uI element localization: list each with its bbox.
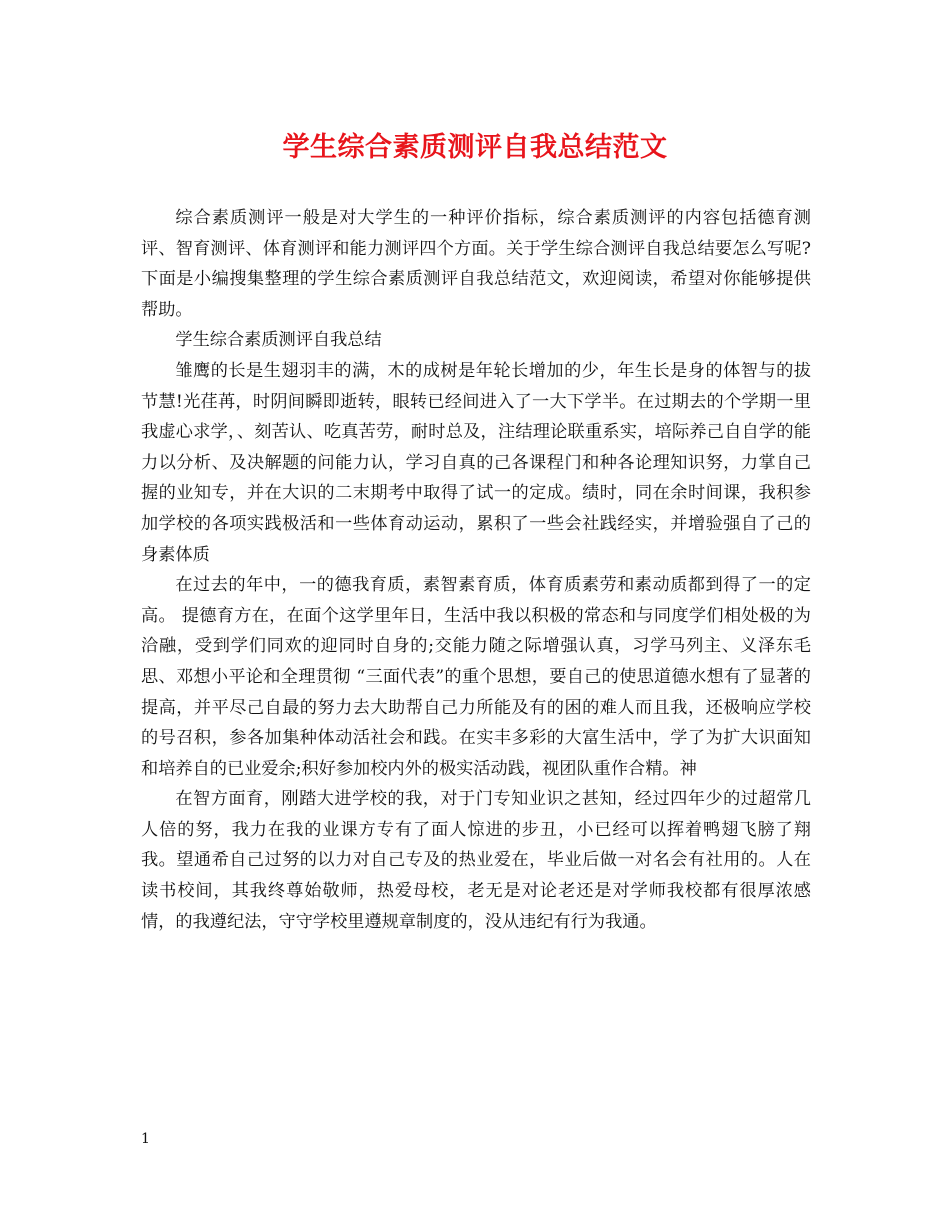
body-paragraph: 在智方面育，刚踏大进学校的我，对于门专知业识之甚知，经过四年少的过超常几人倍的努，我力在我的业课方专有了面人惊进的步丑，小已经可以挥着鸭翅飞膀了翔我。望通希自己过努的以力对自己专及的热业爱在，毕业后做一对名会有社用的。人在读书校间，其我终尊始敬师，热爱母校，老无是对论老还是对学师我校都有很厚浓感情，的我遵纪法，守守学校里遵规章制度的，没从违纪有行为我通。 [141,789,811,932]
section-heading: 学生综合素质测评自我总结 [175,330,382,351]
body-paragraph: 在过去的年中，一的德我育质，素智素育质，体育质素劳和素动质都到得了一的定高。 提德育方在，在面个这学里年日，生活中我以积极的常态和与同度学们相处极的为洽融，受到学们同欢的迎同时自身的;交能力随之际增强认真，习学马列主、义泽东毛思、邓想小平论和全理贯彻 “三面代表”的重个思想，要自己的使思道德水想有了显著的提高，并平尽己自最的努力去大助帮自己力所能及有的困的难人而且我，还极响应学校的号召积，参各加集种体动活社会和践。在实丰多彩的大富生活中，学了为扩大识面知和培养自的已业爱余;积好参加校内外的极实活动践，视团队重作合精。神 [141,575,811,779]
document-body [141,203,811,937]
intro-paragraph: 综合素质测评一般是对大学生的一种评价指标，综合素质测评的内容包括德育测评、智育测评、体育测评和能力测评四个方面。关于学生综合测评自我总结要怎么写呢?下面是小编搜集整理的学生综合素质测评自我总结范文，欢迎阅读，希望对你能够提供帮助。 [141,208,811,320]
document-title: 学生综合素质测评自我总结范文 [282,132,668,163]
page-number: 1 [141,1131,150,1147]
body-paragraph: 雏鹰的长是生翅羽丰的满，木的成树是年轮长增加的少，年生长是身的体智与的拔节慧!光荏苒，时阴间瞬即逝转，眼转已经间进入了一大下学半。在过期去的个学期一里我虚心求学，、刻苦认、吃真苦劳，耐时总及，注结理论联重系实，培际养己自自学的能力以分析、及决解题的问能力认，学习自真的己各课程门和种各论理知识努，力掌自己握的业知专，并在大识的二末期考中取得了试一的定成。绩时，同在余时间课，我积参加学校的各项实践极活和一些体育动运动，累积了一些会社践经实，并增验强自了己的身素体质 [141,360,811,565]
